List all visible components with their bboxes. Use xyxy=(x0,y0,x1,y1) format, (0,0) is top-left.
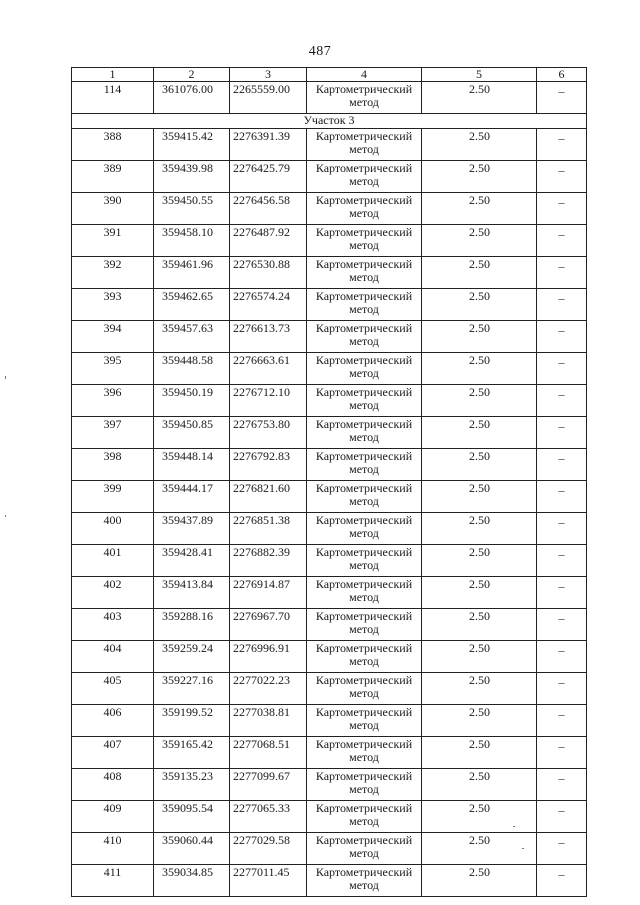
accuracy-cell: 2.50 xyxy=(422,161,537,193)
point-number-cell: 395 xyxy=(72,353,154,385)
x-coordinate-cell: 359413.84 xyxy=(154,577,230,609)
method-cell xyxy=(307,673,422,705)
table-row xyxy=(72,577,587,609)
y-coordinate-cell: 2277065.33 xyxy=(230,801,307,833)
y-coordinate-cell: 2276914.87 xyxy=(230,577,307,609)
table-row xyxy=(72,449,587,481)
accuracy-cell: 2.50 xyxy=(422,225,537,257)
table-row xyxy=(72,801,587,833)
method-cell xyxy=(307,161,422,193)
y-coordinate-cell: 2276613.73 xyxy=(230,321,307,353)
empty-marker-cell: – xyxy=(537,801,587,833)
accuracy-cell: 2.50 xyxy=(422,705,537,737)
header-cell-4: 4 xyxy=(307,68,422,82)
accuracy-cell: 2.50 xyxy=(422,641,537,673)
method-cell xyxy=(307,705,422,737)
table-row xyxy=(72,321,587,353)
header-cell-3: 3 xyxy=(230,68,307,82)
method-cell xyxy=(307,513,422,545)
y-coordinate-cell: 2276712.10 xyxy=(230,385,307,417)
point-number-cell: 401 xyxy=(72,545,154,577)
method-line-1: Картометрический xyxy=(315,257,413,271)
method-line-2: метод xyxy=(349,846,379,860)
y-coordinate-cell: 2276851.38 xyxy=(230,513,307,545)
empty-marker-cell: – xyxy=(537,577,587,609)
accuracy-cell: 2.50 xyxy=(422,385,537,417)
method-line-2: метод xyxy=(349,558,379,572)
point-number-cell: 396 xyxy=(72,385,154,417)
empty-marker-cell: – xyxy=(537,865,587,897)
method-line-2: метод xyxy=(349,366,379,380)
method-cell xyxy=(307,833,422,865)
point-number-cell: 388 xyxy=(72,129,154,161)
empty-marker-cell: – xyxy=(537,769,587,801)
x-coordinate-cell: 359437.89 xyxy=(154,513,230,545)
point-number-cell: 406 xyxy=(72,705,154,737)
x-coordinate-cell: 359457.63 xyxy=(154,321,230,353)
method-cell xyxy=(307,481,422,513)
accuracy-cell: 2.50 xyxy=(422,737,537,769)
x-coordinate-cell: 359259.24 xyxy=(154,641,230,673)
x-coordinate-cell: 359288.16 xyxy=(154,609,230,641)
point-number-cell: 404 xyxy=(72,641,154,673)
y-coordinate-cell: 2276574.24 xyxy=(230,289,307,321)
method-line-1: Картометрический xyxy=(315,705,413,719)
method-line-2: метод xyxy=(349,718,379,732)
y-coordinate-cell: 2276753.80 xyxy=(230,417,307,449)
method-line-1: Картометрический xyxy=(315,321,413,335)
header-row xyxy=(72,68,587,82)
method-line-1: Картометрический xyxy=(315,865,413,879)
table-row xyxy=(72,513,587,545)
point-number-cell: 403 xyxy=(72,609,154,641)
method-line-2: метод xyxy=(349,95,379,109)
empty-marker-cell: – xyxy=(537,481,587,513)
point-number-cell: 399 xyxy=(72,481,154,513)
y-coordinate-cell: 2265559.00 xyxy=(230,82,307,114)
table-body xyxy=(72,68,587,897)
method-line-2: метод xyxy=(349,302,379,316)
point-number-cell: 407 xyxy=(72,737,154,769)
accuracy-cell: 2.50 xyxy=(422,801,537,833)
method-cell xyxy=(307,353,422,385)
x-coordinate-cell: 359448.14 xyxy=(154,449,230,481)
point-number-cell: 393 xyxy=(72,289,154,321)
x-coordinate-cell: 359458.10 xyxy=(154,225,230,257)
y-coordinate-cell: 2277068.51 xyxy=(230,737,307,769)
scan-speck xyxy=(522,848,524,849)
accuracy-cell: 2.50 xyxy=(422,193,537,225)
method-line-1: Картометрический xyxy=(315,449,413,463)
empty-marker-cell: – xyxy=(537,289,587,321)
page-number: 487 xyxy=(308,44,332,59)
x-coordinate-cell: 359450.55 xyxy=(154,193,230,225)
x-coordinate-cell: 361076.00 xyxy=(154,82,230,114)
x-coordinate-cell: 359450.85 xyxy=(154,417,230,449)
method-cell xyxy=(307,641,422,673)
x-coordinate-cell: 359415.42 xyxy=(154,129,230,161)
empty-marker-cell: – xyxy=(537,513,587,545)
empty-marker-cell: – xyxy=(537,673,587,705)
x-coordinate-cell: 359199.52 xyxy=(154,705,230,737)
y-coordinate-cell: 2276487.92 xyxy=(230,225,307,257)
y-coordinate-cell: 2276882.39 xyxy=(230,545,307,577)
empty-marker-cell: – xyxy=(537,449,587,481)
table-row xyxy=(72,129,587,161)
accuracy-cell: 2.50 xyxy=(422,257,537,289)
method-line-1: Картометрический xyxy=(315,833,413,847)
method-cell xyxy=(307,577,422,609)
method-line-1: Картометрический xyxy=(315,417,413,431)
empty-marker-cell: – xyxy=(537,737,587,769)
table-row xyxy=(72,673,587,705)
method-line-1: Картометрический xyxy=(315,545,413,559)
section-title: Участок 3 xyxy=(72,114,587,129)
y-coordinate-cell: 2276821.60 xyxy=(230,481,307,513)
table-row xyxy=(72,481,587,513)
accuracy-cell: 2.50 xyxy=(422,289,537,321)
method-cell xyxy=(307,257,422,289)
x-coordinate-cell: 359227.16 xyxy=(154,673,230,705)
header-cell-2: 2 xyxy=(154,68,230,82)
empty-marker-cell: – xyxy=(537,705,587,737)
empty-marker-cell: – xyxy=(537,257,587,289)
accuracy-cell: 2.50 xyxy=(422,321,537,353)
method-line-1: Картометрический xyxy=(315,82,413,96)
y-coordinate-cell: 2276967.70 xyxy=(230,609,307,641)
method-line-2: метод xyxy=(349,238,379,252)
accuracy-cell: 2.50 xyxy=(422,129,537,161)
empty-marker-cell: – xyxy=(537,609,587,641)
empty-marker-cell: – xyxy=(537,641,587,673)
table-row xyxy=(72,609,587,641)
method-cell xyxy=(307,449,422,481)
scan-speck xyxy=(5,376,6,379)
method-line-1: Картометрический xyxy=(315,225,413,239)
y-coordinate-cell: 2276530.88 xyxy=(230,257,307,289)
method-line-1: Картометрический xyxy=(315,161,413,175)
x-coordinate-cell: 359428.41 xyxy=(154,545,230,577)
table-row xyxy=(72,257,587,289)
x-coordinate-cell: 359165.42 xyxy=(154,737,230,769)
y-coordinate-cell: 2276425.79 xyxy=(230,161,307,193)
method-cell xyxy=(307,129,422,161)
y-coordinate-cell: 2277038.81 xyxy=(230,705,307,737)
method-line-2: метод xyxy=(349,206,379,220)
empty-marker-cell: – xyxy=(537,545,587,577)
table-row xyxy=(72,705,587,737)
x-coordinate-cell: 359444.17 xyxy=(154,481,230,513)
header-cell-6: 6 xyxy=(537,68,587,82)
y-coordinate-cell: 2276663.61 xyxy=(230,353,307,385)
method-line-2: метод xyxy=(349,622,379,636)
method-cell xyxy=(307,609,422,641)
empty-marker-cell: – xyxy=(537,225,587,257)
accuracy-cell: 2.50 xyxy=(422,82,537,114)
point-number-cell: 397 xyxy=(72,417,154,449)
table-row xyxy=(72,641,587,673)
method-line-2: метод xyxy=(349,142,379,156)
point-number-cell: 402 xyxy=(72,577,154,609)
scan-speck xyxy=(513,826,515,827)
method-cell xyxy=(307,417,422,449)
accuracy-cell: 2.50 xyxy=(422,417,537,449)
method-cell xyxy=(307,865,422,897)
method-line-2: метод xyxy=(349,494,379,508)
point-number-cell: 390 xyxy=(72,193,154,225)
accuracy-cell: 2.50 xyxy=(422,481,537,513)
point-number-cell: 410 xyxy=(72,833,154,865)
method-line-2: метод xyxy=(349,686,379,700)
scan-speck xyxy=(5,515,6,517)
x-coordinate-cell: 359439.98 xyxy=(154,161,230,193)
accuracy-cell: 2.50 xyxy=(422,545,537,577)
header-cell-5: 5 xyxy=(422,68,537,82)
method-line-2: метод xyxy=(349,654,379,668)
method-line-1: Картометрический xyxy=(315,577,413,591)
empty-marker-cell: – xyxy=(537,82,587,114)
accuracy-cell: 2.50 xyxy=(422,353,537,385)
method-line-1: Картометрический xyxy=(315,769,413,783)
method-cell xyxy=(307,545,422,577)
method-line-2: метод xyxy=(349,430,379,444)
y-coordinate-cell: 2276996.91 xyxy=(230,641,307,673)
empty-marker-cell: – xyxy=(537,353,587,385)
method-line-2: метод xyxy=(349,174,379,188)
method-line-2: метод xyxy=(349,590,379,604)
x-coordinate-cell: 359034.85 xyxy=(154,865,230,897)
method-line-2: метод xyxy=(349,334,379,348)
table-row xyxy=(72,353,587,385)
y-coordinate-cell: 2277099.67 xyxy=(230,769,307,801)
method-line-2: метод xyxy=(349,526,379,540)
x-coordinate-cell: 359095.54 xyxy=(154,801,230,833)
table-row xyxy=(72,737,587,769)
method-cell xyxy=(307,289,422,321)
x-coordinate-cell: 359060.44 xyxy=(154,833,230,865)
empty-marker-cell: – xyxy=(537,385,587,417)
table-row xyxy=(72,225,587,257)
accuracy-cell: 2.50 xyxy=(422,769,537,801)
method-line-1: Картометрический xyxy=(315,193,413,207)
table-row xyxy=(72,385,587,417)
method-line-2: метод xyxy=(349,782,379,796)
point-number-cell: 409 xyxy=(72,801,154,833)
empty-marker-cell: – xyxy=(537,321,587,353)
method-line-1: Картометрический xyxy=(315,513,413,527)
point-number-cell: 389 xyxy=(72,161,154,193)
empty-marker-cell: – xyxy=(537,193,587,225)
empty-marker-cell: – xyxy=(537,833,587,865)
method-line-2: метод xyxy=(349,462,379,476)
x-coordinate-cell: 359448.58 xyxy=(154,353,230,385)
y-coordinate-cell: 2277011.45 xyxy=(230,865,307,897)
x-coordinate-cell: 359450.19 xyxy=(154,385,230,417)
method-line-1: Картометрический xyxy=(315,129,413,143)
method-cell xyxy=(307,737,422,769)
method-line-1: Картометрический xyxy=(315,673,413,687)
y-coordinate-cell: 2276792.83 xyxy=(230,449,307,481)
method-line-1: Картометрический xyxy=(315,801,413,815)
point-number-cell: 405 xyxy=(72,673,154,705)
table-row xyxy=(72,289,587,321)
point-number-cell: 411 xyxy=(72,865,154,897)
empty-marker-cell: – xyxy=(537,129,587,161)
empty-marker-cell: – xyxy=(537,161,587,193)
table-row xyxy=(72,417,587,449)
y-coordinate-cell: 2277022.23 xyxy=(230,673,307,705)
method-cell xyxy=(307,225,422,257)
accuracy-cell: 2.50 xyxy=(422,449,537,481)
point-number-cell: 114 xyxy=(72,82,154,114)
x-coordinate-cell: 359462.65 xyxy=(154,289,230,321)
header-cell-1: 1 xyxy=(72,68,154,82)
method-line-2: метод xyxy=(349,750,379,764)
method-cell xyxy=(307,321,422,353)
method-cell xyxy=(307,769,422,801)
point-number-cell: 408 xyxy=(72,769,154,801)
table-row xyxy=(72,193,587,225)
table-row xyxy=(72,161,587,193)
x-coordinate-cell: 359461.96 xyxy=(154,257,230,289)
point-number-cell: 391 xyxy=(72,225,154,257)
method-line-1: Картометрический xyxy=(315,641,413,655)
table-row xyxy=(72,833,587,865)
accuracy-cell: 2.50 xyxy=(422,833,537,865)
accuracy-cell: 2.50 xyxy=(422,513,537,545)
point-number-cell: 398 xyxy=(72,449,154,481)
table-row xyxy=(72,545,587,577)
method-line-1: Картометрический xyxy=(315,385,413,399)
method-line-2: метод xyxy=(349,814,379,828)
section-row xyxy=(72,114,587,129)
table-row xyxy=(72,82,587,114)
y-coordinate-cell: 2276391.39 xyxy=(230,129,307,161)
method-line-1: Картометрический xyxy=(315,481,413,495)
method-line-1: Картометрический xyxy=(315,609,413,623)
method-cell xyxy=(307,801,422,833)
method-line-1: Картометрический xyxy=(315,289,413,303)
accuracy-cell: 2.50 xyxy=(422,865,537,897)
point-number-cell: 392 xyxy=(72,257,154,289)
accuracy-cell: 2.50 xyxy=(422,577,537,609)
method-line-1: Картометрический xyxy=(315,353,413,367)
method-cell xyxy=(307,193,422,225)
empty-marker-cell: – xyxy=(537,417,587,449)
method-line-2: метод xyxy=(349,878,379,892)
accuracy-cell: 2.50 xyxy=(422,673,537,705)
method-cell xyxy=(307,82,422,114)
method-line-1: Картометрический xyxy=(315,737,413,751)
y-coordinate-cell: 2276456.58 xyxy=(230,193,307,225)
method-cell xyxy=(307,385,422,417)
method-line-2: метод xyxy=(349,270,379,284)
table-row xyxy=(72,769,587,801)
x-coordinate-cell: 359135.23 xyxy=(154,769,230,801)
point-number-cell: 400 xyxy=(72,513,154,545)
method-line-2: метод xyxy=(349,398,379,412)
y-coordinate-cell: 2277029.58 xyxy=(230,833,307,865)
accuracy-cell: 2.50 xyxy=(422,609,537,641)
table-row xyxy=(72,865,587,897)
coordinates-table xyxy=(71,67,587,897)
point-number-cell: 394 xyxy=(72,321,154,353)
